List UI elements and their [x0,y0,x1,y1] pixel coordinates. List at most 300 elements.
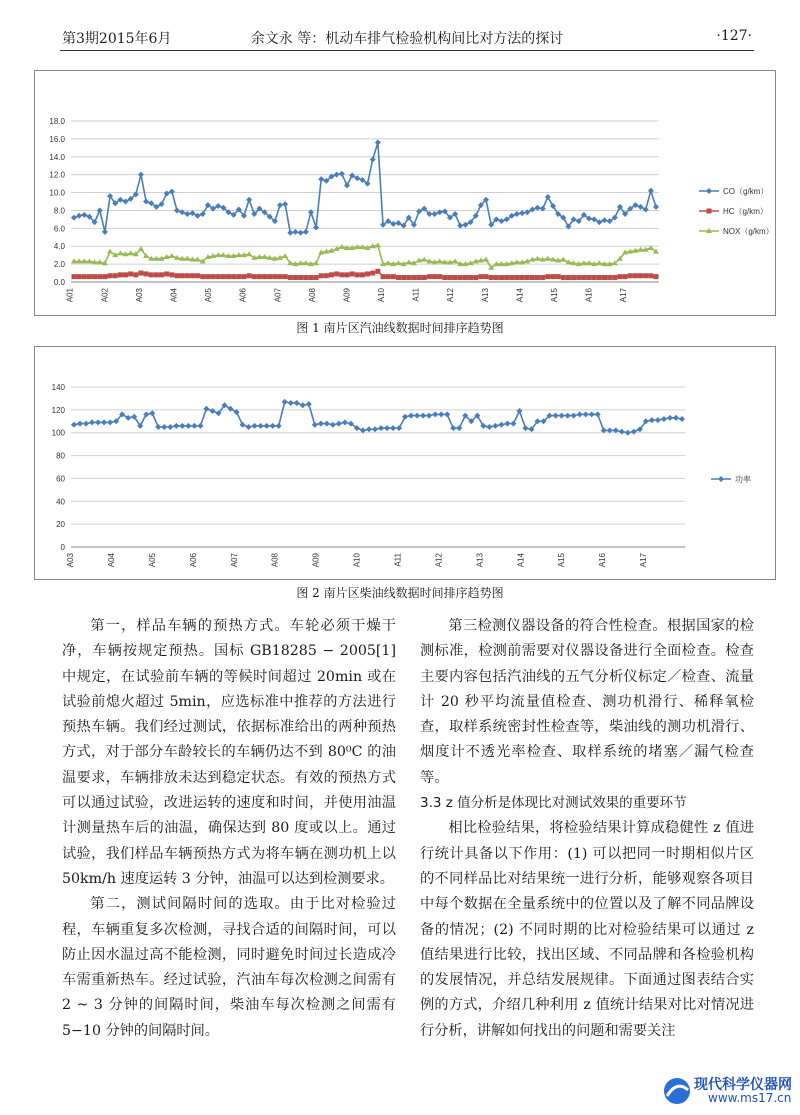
x-tick-label: A07 [229,553,239,568]
data-point [366,426,372,432]
data-point [401,275,406,280]
data-point [473,275,478,280]
data-point [215,203,221,209]
figure-2-caption: 图 2 南片区柴油线数据时间排序趋势图 [296,586,504,600]
data-point [159,201,165,207]
data-point [444,411,450,417]
y-tick-label: 40 [56,497,65,507]
x-tick-label: A10 [377,288,387,303]
data-point [334,271,339,276]
data-point [631,429,637,435]
data-point [617,274,622,279]
data-point [179,423,185,429]
data-point [303,229,309,235]
data-point [514,275,519,280]
data-point [456,425,462,431]
data-point [283,274,288,279]
data-point [185,273,190,278]
data-point [149,272,154,277]
x-tick-label: A17 [639,553,649,568]
data-point [257,274,262,279]
watermark-brand: 现代科学仪器网 [694,1077,792,1093]
data-point [149,410,155,416]
data-point [520,275,525,280]
data-point [77,274,82,279]
x-tick-label: A06 [188,553,198,568]
data-point [143,411,149,417]
data-point [597,275,602,280]
data-point [350,271,355,276]
x-tick-label: A12 [446,288,456,303]
data-point [191,423,197,429]
data-point [402,414,408,420]
y-tick-label: 18.0 [49,117,65,126]
data-point [355,272,360,277]
data-point [205,274,210,279]
data-point [211,274,216,279]
y-tick-label: 0 [60,543,65,552]
data-point [519,210,525,216]
data-point [155,424,161,430]
data-point [313,224,319,230]
y-tick-label: 10.0 [49,188,65,198]
x-tick-label: A06 [238,288,248,303]
x-tick-label: A08 [307,288,317,303]
data-point [287,230,293,236]
data-point [102,274,107,279]
data-point [463,275,468,280]
legend-label: CO（g/km） [723,187,769,196]
y-tick-label: 14.0 [49,152,65,162]
data-point [550,274,555,279]
figure-2-chart [34,346,776,580]
data-point [535,256,541,261]
x-tick-label: A03 [134,288,144,303]
page-number: ·127· [716,28,752,44]
data-point [372,426,378,432]
data-point [195,213,201,219]
data-point [535,275,540,280]
data-point [416,208,422,214]
data-point [504,275,509,280]
data-point [406,275,411,280]
data-point [349,173,355,179]
data-point [638,273,643,278]
x-tick-label: A04 [106,553,116,568]
data-point [581,275,586,280]
data-point [339,171,345,177]
data-point [360,272,365,277]
section-heading: 3.3 z 值分析是体现比对测试效果的重要环节 [420,795,687,812]
data-point [386,274,391,279]
data-point [72,274,77,279]
data-point [138,271,143,276]
data-point [484,274,489,279]
right-column [420,614,754,1044]
data-point [167,424,173,430]
data-point [385,260,391,265]
y-tick-label: 100 [51,428,65,438]
data-point [462,222,468,228]
issue-info: 第3期2015年6月 [62,31,172,47]
data-point [375,139,381,145]
data-point [101,419,107,425]
data-point [246,197,252,203]
data-point [628,273,633,278]
data-point [252,423,258,429]
legend-label: HC（g/km） [723,207,768,216]
data-point [276,423,282,429]
figure-1-chart [34,70,776,316]
data-point [118,272,123,277]
data-point [571,413,577,419]
data-point [246,424,252,430]
data-point [161,424,167,430]
data-point [277,202,283,208]
data-point [442,275,447,280]
data-point [339,272,344,277]
data-point [329,272,334,277]
x-tick-label: A17 [619,288,629,303]
data-point [306,401,312,407]
data-point [438,411,444,417]
data-point [272,274,277,279]
data-point [654,274,659,279]
y-tick-label: 8.0 [53,206,65,216]
legend-marker [706,188,712,194]
data-point [293,275,298,280]
legend-label: 功率 [735,475,751,484]
data-point [169,189,175,195]
x-tick-label: A03 [66,553,76,568]
data-point [395,220,401,226]
data-point [422,275,427,280]
data-point [324,273,329,278]
data-point [478,274,483,279]
data-point [571,275,576,280]
data-point [89,419,95,425]
data-point [592,275,597,280]
y-tick-label: 0.0 [53,278,65,287]
x-tick-label: A05 [147,553,157,568]
figure-1-svg [35,71,775,315]
data-point [529,207,535,213]
x-tick-label: A11 [393,553,403,567]
data-point [596,219,602,225]
data-point [282,399,288,405]
y-tick-label: 140 [51,383,65,392]
data-point [313,260,319,265]
data-point [607,275,612,280]
data-point [209,408,215,414]
data-point [175,273,180,278]
data-point [71,215,77,221]
data-point [596,260,602,265]
data-point [595,411,601,417]
data-point [267,274,272,279]
data-point [319,273,324,278]
data-point [288,400,294,406]
data-point [643,273,648,278]
data-point [489,275,494,280]
data-point [504,421,510,427]
data-point [164,190,170,196]
y-tick-label: 6.0 [53,224,65,234]
data-point [426,413,432,419]
data-point [108,273,113,278]
data-point [619,429,625,435]
data-point [185,423,191,429]
figure-2-svg [35,347,775,579]
data-point [95,419,101,425]
data-point [252,274,257,279]
data-point [308,275,313,280]
y-tick-label: 2.0 [53,260,65,270]
data-point [655,417,661,423]
data-point [411,275,416,280]
data-point [240,422,246,428]
data-point [509,275,514,280]
data-point [107,419,113,425]
data-point [601,217,607,223]
data-point [314,275,319,280]
data-point [180,273,185,278]
x-tick-label: A15 [557,553,567,568]
x-tick-label: A14 [516,553,526,568]
data-point [195,273,200,278]
x-tick-label: A02 [100,288,110,303]
x-tick-label: A09 [342,288,352,303]
data-point [492,423,498,429]
data-point [661,416,667,422]
watermark [662,1074,796,1108]
data-point [447,275,452,280]
data-point [288,275,293,280]
data-point [144,271,149,276]
data-point [159,272,164,277]
left-column [62,614,396,1044]
data-point [638,204,644,210]
data-point [102,229,108,235]
data-point [648,273,653,278]
x-tick-label: A01 [65,288,75,303]
x-tick-label: A09 [311,553,321,568]
data-point [247,273,252,278]
legend-label: NOX（g/km） [723,227,774,236]
data-point [294,400,300,406]
data-point [516,408,522,414]
data-point [583,411,589,417]
data-point [427,274,432,279]
data-point [173,423,179,429]
data-point [354,175,360,181]
x-tick-label: A08 [270,553,280,568]
header-rule [60,50,754,51]
data-point [298,275,303,280]
data-point [76,213,82,219]
data-point [510,421,516,427]
data-point [602,275,607,280]
data-point [221,274,226,279]
data-point [236,274,241,279]
data-point [83,421,89,427]
data-point [437,258,443,263]
data-point [133,272,138,277]
data-point [107,249,113,254]
data-point [143,199,149,205]
x-tick-label: A13 [475,553,485,568]
y-tick-label: 60 [56,474,65,484]
data-point [312,422,318,428]
data-point [576,275,581,280]
data-point [190,273,195,278]
data-point [408,413,414,419]
data-point [92,274,97,279]
data-point [300,402,306,408]
data-point [77,421,83,427]
data-point [370,156,376,162]
data-point [452,258,458,263]
data-point [623,274,628,279]
data-point [336,421,342,427]
data-point [498,218,504,224]
legend-marker [707,209,712,214]
watermark-logo-icon [662,1076,692,1106]
data-point [417,275,422,280]
data-point [128,250,134,255]
data-point [117,250,123,255]
data-point [673,415,679,421]
data-point [589,411,595,417]
data-point [365,271,370,276]
data-point [375,269,380,274]
data-point [390,425,396,431]
data-point [545,256,551,261]
x-tick-label: A14 [515,288,525,303]
data-point [390,221,396,227]
data-point [530,275,535,280]
left-paragraph-1: 第一，样品车辆的预热方式。车轮必须干燥干净，车辆按规定预热。国标 GB18285 − 2005[1] 中规定，在试验前车辆的等候时间超过 20min 或在试验前熄火超过 5min，应选标准中推荐的方法进行预热车辆。我们经过测试，依据标准给出的两种预热方式，对于部分车龄较长的车辆仍达不到 80⁰C 的油温要求，车辆排放未达到稳定状态。有效的预热方式可以通过试验，改进运转的速度和时间，并使用油温计测量热车后的油温，确保达到 80 度或以上。通过试验，我们样品车辆预热方式为将车辆在测功机上以 50km/h 速度运转 3 分钟，油温可以达到检测要求。 [62,618,396,887]
data-point [420,413,426,419]
x-tick-label: A12 [434,553,444,568]
watermark-url: www.ms17.cn [708,1091,792,1105]
data-point [378,425,384,431]
data-point [138,172,144,178]
data-point [164,271,169,276]
data-point [565,413,571,419]
x-tick-label: A10 [352,553,362,568]
data-point [169,272,174,277]
data-point [174,207,180,213]
data-point [197,423,203,429]
data-point [292,229,298,235]
data-point [494,275,499,280]
x-tick-label: A04 [169,288,179,303]
data-point [342,419,348,425]
data-point [483,257,489,262]
data-point [406,259,412,264]
data-point [522,425,528,431]
data-point [200,274,205,279]
data-point [450,425,456,431]
data-point [421,257,427,262]
x-tick-label: A11 [411,288,421,302]
data-point [625,430,631,436]
right-paragraph-2: 相比检验结果，将检验结果计算成稳健性 z 值进行统计具备以下作用：(1) 可以把同一时期相似片区的不同样品比对结果统一进行分析，能够观察各项目中每个数据在全量系统中的位置以及了解不同品牌设备的情况；(2) 不同时期的比对检验结果可以通过 z 值结果进行比较，找出区域、不同品牌和各检验机构的发展情况，并总结发展规律。下面通过图表结合实例的方式，介绍几种利用 z 值统计结果对比对情况进行分析，讲解如何找出的问题和需要关注 [420,820,754,1039]
data-point [453,275,458,280]
data-point [97,207,103,213]
y-tick-label: 16.0 [49,134,65,144]
data-point [486,424,492,430]
data-point [457,223,463,229]
data-point [653,204,659,210]
data-point [123,272,128,277]
x-tick-label: A13 [480,288,490,303]
data-point [246,251,252,256]
data-point [577,411,583,417]
data-point [231,274,236,279]
data-point [169,253,175,258]
data-point [71,422,77,428]
data-point [667,415,673,421]
data-point [241,274,246,279]
y-tick-label: 120 [51,405,65,415]
data-point [113,273,118,278]
legend-marker [718,476,724,482]
data-point [270,423,276,429]
data-point [81,212,87,218]
data-point [396,425,402,431]
data-point [184,211,190,217]
data-point [334,172,340,178]
data-point [432,211,438,217]
data-point [303,275,308,280]
data-point [82,274,87,279]
data-point [591,216,597,222]
data-point [458,275,463,280]
data-point [370,271,375,276]
data-point [318,176,324,182]
data-point [432,274,437,279]
left-paragraph-2: 第二，测试间隔时间的选取。由于比对检验过程，车辆重复多次检测，寻找合适的间隔时间，可以防止因水温过高不能检测，同时避免时间过长造成冷车需重新热车。经过试验，汽油车每次检测之间需有 2 ~ 3 分钟的间隔时间，柴油车每次检测之间需有 5−10 分钟的间隔时间。 [62,896,396,1039]
data-point [128,271,133,276]
y-tick-label: 4.0 [53,242,65,252]
data-point [560,257,566,262]
data-point [612,275,617,280]
data-point [556,274,561,279]
data-point [330,422,336,428]
data-point [587,275,592,280]
data-point [324,421,330,427]
data-point [395,260,401,265]
y-tick-label: 80 [56,451,65,461]
data-point [189,210,195,216]
article-title: 余文永 等：机动车排气检验机构间比对方法的探讨 [250,31,564,47]
x-tick-label: A15 [549,288,559,303]
data-point [375,242,381,247]
data-point [344,272,349,277]
data-point [298,230,304,236]
data-point [264,423,270,429]
data-point [649,417,655,423]
data-point [344,182,350,188]
data-point [282,201,288,207]
data-point [216,274,221,279]
data-point [381,274,386,279]
data-point [258,423,264,429]
data-point [391,274,396,279]
data-point [514,211,520,217]
